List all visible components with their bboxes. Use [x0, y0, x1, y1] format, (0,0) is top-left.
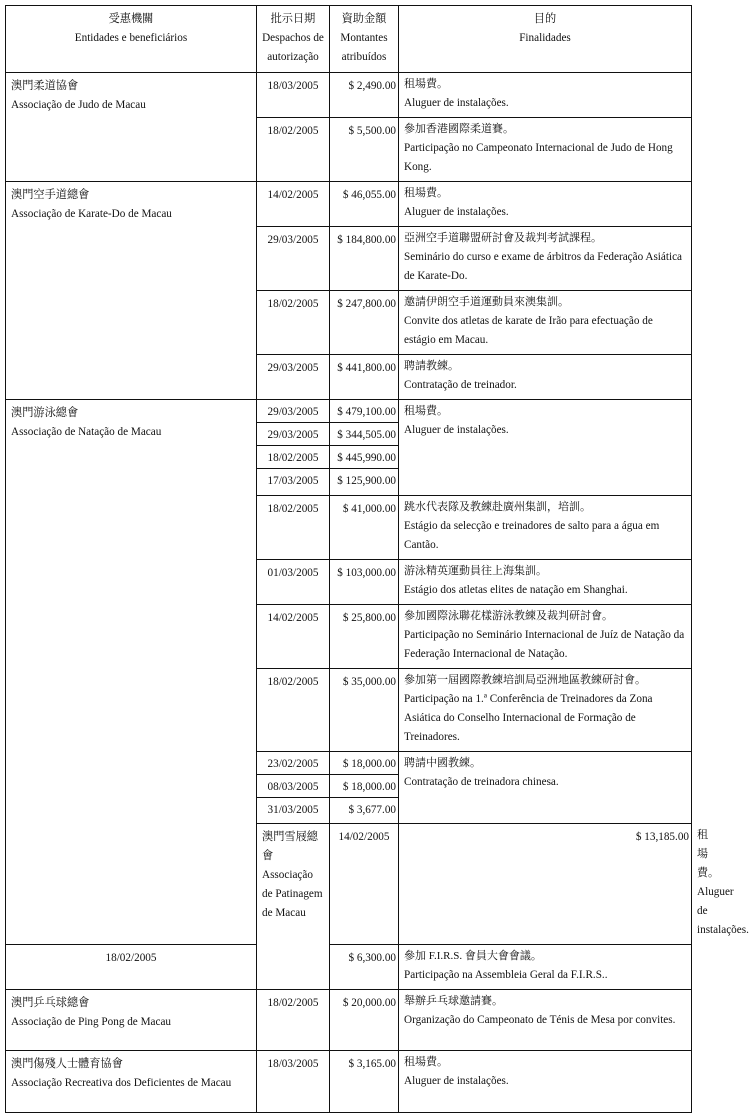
date-cell: 31/03/2005	[267, 804, 319, 816]
purpose-pt: Estágio dos atletas elites de natação em Shanghai.	[404, 584, 628, 596]
amount-cell: $ 13,185.00	[399, 824, 692, 945]
date-cell: 18/02/2005	[257, 118, 330, 182]
amount-cell: $ 344,505.00	[330, 423, 398, 446]
date-cell: 18/02/2005	[257, 291, 330, 355]
date-cell: 18/02/2005	[257, 496, 330, 560]
amount-cell: $ 445,990.00	[330, 446, 398, 469]
header-date	[257, 6, 330, 73]
purpose-cell	[399, 496, 692, 560]
date-cell: 18/03/2005	[257, 73, 330, 118]
purpose-cell	[399, 560, 692, 605]
amount-cell: $ 247,800.00	[330, 291, 399, 355]
date-cell: 08/03/2005	[257, 775, 329, 798]
header-date-pt2: autorização	[267, 51, 319, 63]
purpose-cell	[399, 605, 692, 669]
amount-cell: $ 46,055.00	[330, 182, 399, 227]
amount-cell: $ 125,900.00	[337, 475, 396, 487]
entity-cell	[6, 73, 257, 182]
date-cell: 14/02/2005	[330, 824, 399, 945]
purpose-pt: Seminário do curso e exame de árbitros da Federação Asiática de Karate-Do.	[404, 251, 683, 282]
purpose-cell	[399, 227, 692, 291]
header-date-pt1: Despachos de	[262, 32, 324, 44]
amount-cell: $ 441,800.00	[330, 355, 399, 400]
purpose-pt: Aluguer de instalações.	[404, 424, 509, 436]
purpose-zh: 參加 F.I.R.S. 會員大會會議。	[404, 950, 542, 962]
header-entity	[6, 6, 257, 73]
amount-cell: $ 2,490.00	[330, 73, 399, 118]
date-cell: 18/02/2005	[257, 669, 330, 752]
amount-cell: $ 20,000.00	[330, 990, 399, 1051]
table-header-row	[6, 6, 692, 73]
purpose-cell	[399, 355, 692, 400]
purpose-pt: Aluguer de instalações.	[404, 206, 509, 218]
date-cell: 18/03/2005	[257, 1051, 330, 1113]
purpose-pt: Estágio da selecção e treinadores de salto para a água em Cantão.	[404, 520, 660, 551]
entity-name-zh: 澳門乒乓球總會	[11, 997, 90, 1009]
purpose-cell	[399, 990, 692, 1051]
table-row: 澳門雪屐總會 Associação de Patinagem de Macau 14/02/2005 $ 13,185.00 租場費。 Aluguer de instalações.	[6, 824, 692, 945]
date-cell: 14/02/2005	[257, 182, 330, 227]
entity-name-pt: Associação de Patinagem de Macau	[262, 869, 323, 919]
entity-cell	[6, 1051, 257, 1113]
purpose-cell	[399, 73, 692, 118]
entity-cell	[6, 182, 257, 400]
amount-cell: $ 103,000.00	[330, 560, 399, 605]
purpose-zh: 舉辦乒乓球邀請賽。	[404, 995, 503, 1007]
purpose-pt: Contratação de treinador.	[404, 379, 517, 391]
header-purpose-pt: Finalidades	[519, 32, 571, 44]
entity-name-zh: 澳門空手道總會	[11, 189, 90, 201]
date-cell: 18/02/2005	[257, 990, 330, 1051]
purpose-cell	[399, 118, 692, 182]
entity-name-zh: 澳門游泳總會	[11, 407, 79, 419]
amount-cell: $ 18,000.00	[330, 752, 398, 775]
table-row	[6, 945, 692, 990]
entity-cell	[6, 400, 257, 945]
date-cell: 01/03/2005	[257, 560, 330, 605]
purpose-pt: Participação na 1.ª Conferência de Treinadores da Zona Asiática do Conselho Internacional de Formação de Treinadores.	[404, 693, 653, 743]
date-cell: 23/02/2005	[257, 752, 329, 775]
entity-name-pt: Associação de Judo de Macau	[11, 99, 146, 111]
amount-cell: $ 25,800.00	[330, 605, 399, 669]
purpose-cell	[399, 400, 692, 496]
purpose-cell	[399, 291, 692, 355]
header-entity-pt: Entidades e beneficiários	[74, 32, 188, 44]
entity-name-zh: 澳門雪屐總會	[262, 831, 318, 862]
purpose-pt: Contratação de treinadora chinesa.	[404, 776, 559, 788]
grants-table	[5, 5, 749, 1113]
purpose-pt: Aluguer de instalações.	[404, 1075, 509, 1087]
date-cell: 29/03/2005	[257, 227, 330, 291]
purpose-zh: 聘請教練。	[404, 360, 459, 372]
amount-cell: $ 479,100.00	[330, 400, 398, 423]
date-cell: 14/02/2005	[257, 605, 330, 669]
amount-cell: $ 18,000.00	[330, 775, 398, 798]
purpose-pt: Aluguer de instalações.	[404, 97, 509, 109]
date-stack	[257, 400, 330, 496]
entity-name-pt: Associação Recreativa dos Deficientes de Macau	[11, 1077, 232, 1089]
entity-name-zh: 澳門柔道協會	[11, 80, 79, 92]
purpose-cell	[399, 669, 692, 752]
table-row	[6, 990, 692, 1051]
purpose-zh: 租場費。	[404, 405, 448, 417]
amount-cell: $ 41,000.00	[330, 496, 399, 560]
amount-stack	[330, 752, 399, 824]
purpose-pt: Convite dos atletas de karate de Irão para efectuação de estágio em Macau.	[404, 315, 653, 346]
date-stack	[257, 752, 330, 824]
date-cell: 29/03/2005	[257, 423, 329, 446]
header-amount-zh: 資助金額	[341, 13, 387, 25]
amount-cell: $ 6,300.00	[330, 945, 399, 990]
purpose-zh: 租場費。	[404, 1056, 448, 1068]
amount-cell: $ 35,000.00	[330, 669, 399, 752]
purpose-cell	[399, 945, 692, 990]
purpose-zh: 邀請伊朗空手道運動員來澳集訓。	[404, 296, 569, 308]
date-cell: 17/03/2005	[267, 475, 319, 487]
amount-cell: $ 5,500.00	[330, 118, 399, 182]
purpose-cell	[399, 182, 692, 227]
date-cell: 29/03/2005	[257, 355, 330, 400]
header-entity-zh: 受惠機關	[108, 13, 154, 25]
purpose-zh: 租場費。	[404, 78, 448, 90]
table-row	[6, 73, 692, 118]
amount-cell: $ 3,677.00	[348, 804, 396, 816]
purpose-zh: 亞洲空手道聯盟研討會及裁判考試課程。	[404, 232, 602, 244]
header-purpose	[399, 6, 692, 73]
table-row	[6, 400, 692, 496]
header-amount-pt1: Montantes	[340, 32, 388, 44]
entity-name-zh: 澳門傷殘人士體育協會	[11, 1058, 123, 1070]
header-amount	[330, 6, 399, 73]
purpose-cell	[399, 752, 692, 824]
purpose-zh: 租場費。	[404, 187, 448, 199]
purpose-pt: Participação na Assembleia Geral da F.I.R.S..	[404, 969, 608, 981]
entity-cell	[257, 824, 330, 990]
purpose-zh: 參加國際泳聯花樣游泳教練及裁判研討會。	[404, 610, 613, 622]
purpose-zh: 游泳精英運動員往上海集訓。	[404, 565, 547, 577]
purpose-pt: Participação no Campeonato Internacional de Judo de Hong Kong.	[404, 142, 673, 173]
date-cell: 18/02/2005	[257, 446, 329, 469]
purpose-cell	[399, 1051, 692, 1113]
table-row	[6, 182, 692, 227]
purpose-zh: 聘請中國教練。	[404, 757, 481, 769]
header-date-zh: 批示日期	[270, 13, 316, 25]
purpose-pt: Organização do Campeonato de Ténis de Mesa por convites.	[404, 1014, 676, 1026]
date-cell: 18/02/2005	[6, 945, 257, 990]
amount-stack	[330, 400, 399, 496]
purpose-zh: 參加第一屆國際教練培訓局亞洲地區教練研討會。	[404, 674, 646, 686]
purpose-zh: 跳水代表隊及教練赴廣州集訓，培訓。	[404, 501, 591, 513]
amount-cell: $ 184,800.00	[330, 227, 399, 291]
amount-cell: $ 3,165.00	[330, 1051, 399, 1113]
purpose-zh: 參加香港國際柔道賽。	[404, 123, 514, 135]
date-cell: 29/03/2005	[257, 400, 329, 423]
header-purpose-zh: 目的	[533, 13, 557, 25]
table-row	[6, 1051, 692, 1113]
entity-name-pt: Associação de Ping Pong de Macau	[11, 1016, 172, 1028]
entity-name-pt: Associação de Natação de Macau	[11, 426, 162, 438]
entity-cell	[6, 990, 257, 1051]
entity-name-pt: Associação de Karate-Do de Macau	[11, 208, 172, 220]
header-amount-pt2: atribuídos	[341, 51, 387, 63]
purpose-pt: Participação no Seminário Internacional de Juíz de Natação da Federação Internacional de Natação.	[404, 629, 685, 660]
